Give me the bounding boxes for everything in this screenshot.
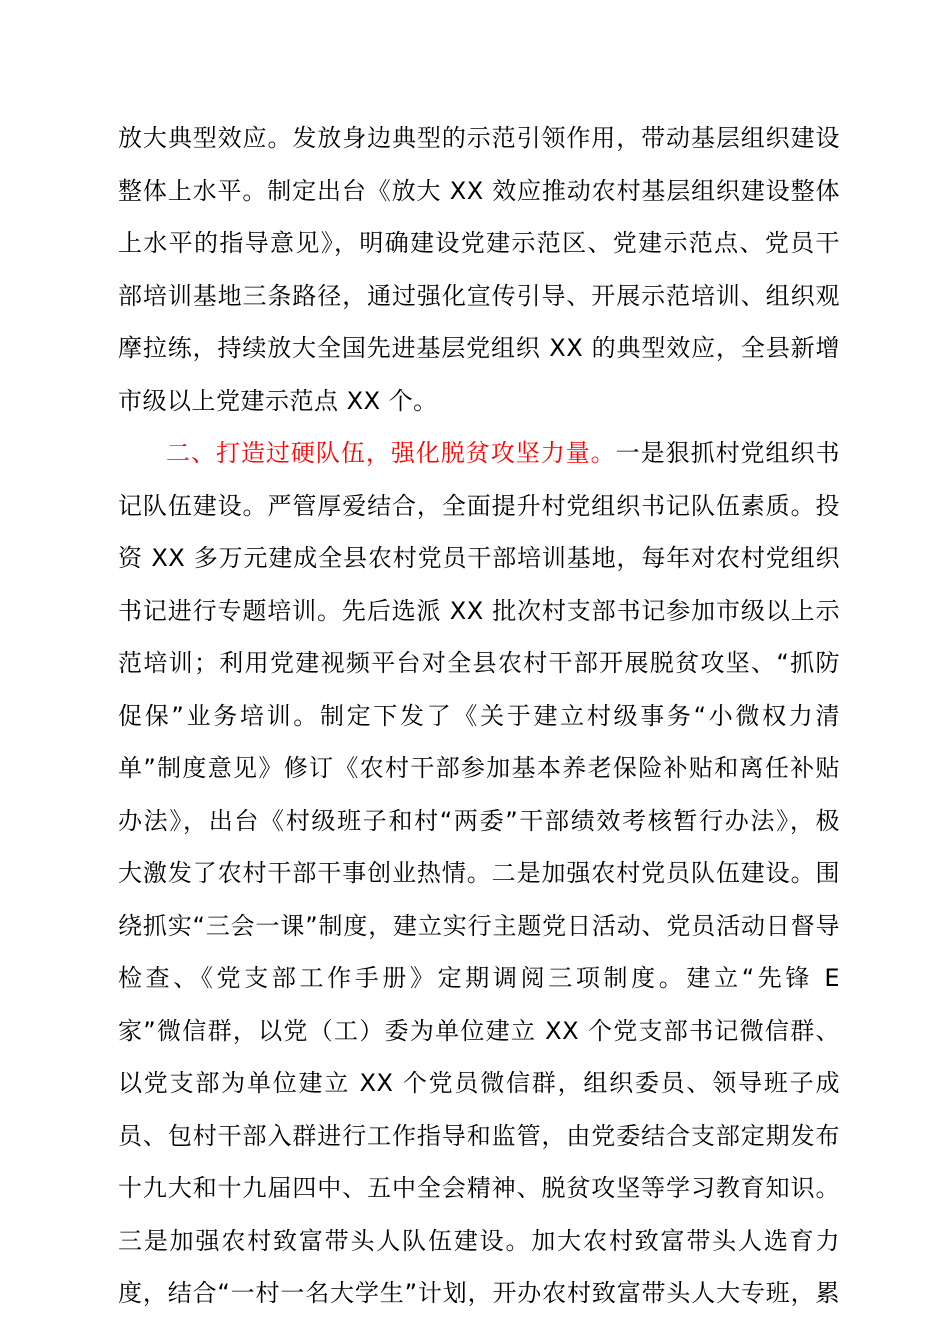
- text-line: 记队伍建设。严管厚爱结合，全面提升村党组织书记队伍素质。投: [118, 491, 840, 520]
- text-line: 度，结合“一村一名大学生”计划，开办农村致富带头人大专班，累: [118, 1279, 840, 1307]
- text-line: 大激发了农村干部干事创业热情。二是加强农村党员队伍建设。围: [118, 859, 840, 887]
- text-line: 以党支部为单位建立 XX 个党员微信群，组织委员、领导班子成: [118, 1069, 840, 1097]
- text-line: 放大典型效应。发放身边典型的示范引领作用，带动基层组织建设: [118, 124, 840, 152]
- text-line: 整体上水平。制定出台《放大 XX 效应推动农村基层组织建设整体: [118, 176, 840, 205]
- text-line: 办法》，出台《村级班子和村“两委”干部绩效考核暂行办法》，极: [118, 806, 840, 835]
- text-line: 摩拉练，持续放大全国先进基层党组织 XX 的典型效应，全县新增: [118, 334, 840, 362]
- text-line: 部培训基地三条路径，通过强化宣传引导、开展示范培训、组织观: [118, 281, 840, 310]
- text-line: 家”微信群，以党（工）委为单位建立 XX 个党支部书记微信群、: [118, 1016, 840, 1045]
- heading-line-rest: 一是狠抓村党组织书: [615, 439, 841, 467]
- text-line: 市级以上党建示范点 XX 个。: [118, 386, 438, 415]
- paragraph-team-building: [118, 427, 840, 1320]
- text-line: 单”制度意见》修订《农村干部参加基本养老保险补贴和离任补贴: [118, 754, 840, 782]
- section-heading: 二、打造过硬队伍，强化脱贫攻坚力量。: [166, 439, 616, 467]
- paragraph-typical-effect: [118, 112, 840, 427]
- text-line: 范培训；利用党建视频平台对全县农村干部开展脱贫攻坚、“抓防: [118, 649, 840, 677]
- text-line: 促保”业务培训。制定下发了《关于建立村级事务“小微权力清: [118, 701, 840, 730]
- text-line: 检查、《党支部工作手册》定期调阅三项制度。建立“先锋 E: [118, 964, 840, 992]
- text-line: 绕抓实“三会一课”制度，建立实行主题党日活动、党员活动日督导: [118, 911, 840, 940]
- text-line: 三是加强农村致富带头人队伍建设。加大农村致富带头人选育力: [118, 1226, 840, 1255]
- text-line: 十九大和十九届四中、五中全会精神、脱贫攻坚等学习教育知识。: [118, 1174, 840, 1202]
- text-line: 资 XX 多万元建成全县农村党员干部培训基地，每年对农村党组织: [118, 544, 840, 572]
- text-line: 书记进行专题培训。先后选派 XX 批次村支部书记参加市级以上示: [118, 596, 840, 625]
- document-page: [118, 112, 840, 1320]
- text-line: 上水平的指导意见》，明确建设党建示范区、党建示范点、党员干: [118, 229, 840, 257]
- heading-line: [118, 427, 840, 480]
- text-line: 员、包村干部入群进行工作指导和监管，由党委结合支部定期发布: [118, 1121, 840, 1150]
